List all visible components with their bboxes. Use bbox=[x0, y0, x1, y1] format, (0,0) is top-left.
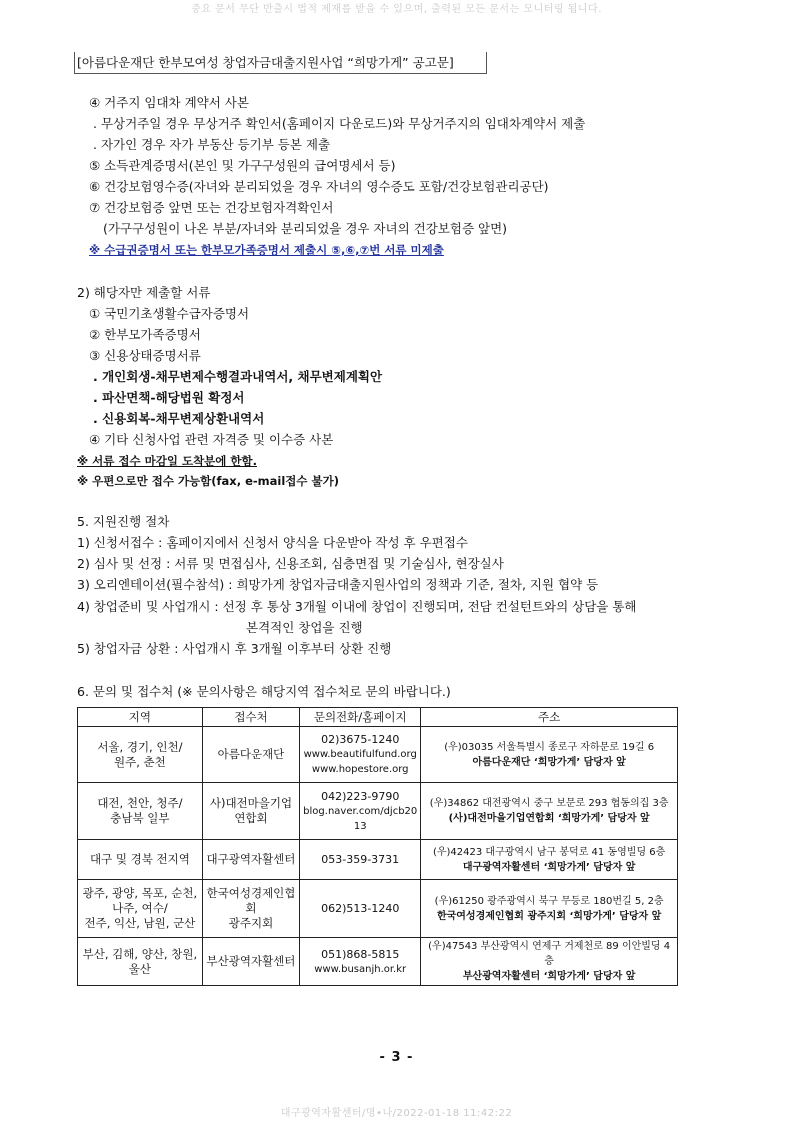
col-header-region: 지역 bbox=[78, 708, 203, 727]
process-title: 5. 지원진행 절차 bbox=[77, 514, 170, 529]
region-line: 광주, 광양, 목포, 순천, bbox=[82, 886, 198, 900]
region-line: 나주, 여수/ bbox=[112, 901, 168, 915]
process-step-4-cont: 본격적인 창업을 진행 bbox=[246, 620, 363, 635]
region-cell bbox=[78, 880, 203, 938]
deadline-note: ※ 서류 접수 마감일 도착분에 한함. bbox=[77, 454, 257, 468]
phone-cell bbox=[300, 938, 421, 986]
website-link[interactable]: www.beautifulfund.org bbox=[303, 749, 417, 760]
region-line: 대전, 천안, 청주/ bbox=[97, 796, 183, 810]
address-cell bbox=[421, 783, 678, 840]
address-line: (우)34862 대전광역시 중구 보문로 293 협동의집 3층 bbox=[429, 798, 669, 809]
phone-cell bbox=[300, 727, 421, 783]
website-link[interactable]: 13 bbox=[353, 820, 367, 832]
address-recipient: 아름다운재단 ‘희망가게’ 담당자 앞 bbox=[472, 756, 626, 768]
applicable-docs-title: 2) 해당자만 제출할 서류 bbox=[77, 285, 211, 300]
doc-item-7: ⑦ 건강보험증 앞면 또는 건강보험자격확인서 bbox=[89, 200, 334, 215]
doc-item-4-sub-1: . 무상거주일 경우 무상거주 확인서(홈페이지 다운로드)와 무상거주지의 임대차계약서 제출 bbox=[93, 116, 586, 131]
office-line: 아름다운재단 bbox=[217, 747, 285, 761]
region-line: 서울, 경기, 인천/ bbox=[97, 739, 183, 754]
watermark-top: 중요 문서 무단 반출시 법적 제재를 받을 수 있으며, 출력된 모든 문서는 모니터링 됩니다. bbox=[191, 4, 602, 15]
watermark-bottom: 대구광역자활센터/명•나/2022-01-18 11:42:22 bbox=[280, 1108, 513, 1119]
office-cell bbox=[202, 783, 299, 840]
applicable-doc-3-sub-3: . 신용회복-채무변제상환내역서 bbox=[93, 411, 265, 426]
region-cell bbox=[78, 727, 203, 783]
col-header-phone: 문의전화/홈페이지 bbox=[300, 708, 421, 727]
table-row bbox=[78, 880, 678, 938]
doc-item-7-sub: (가구구성원이 나온 부분/자녀와 분리되었을 경우 자녀의 건강보험증 앞면) bbox=[103, 221, 508, 236]
contact-table-header bbox=[78, 708, 678, 727]
address-line: (우)03035 서울특별시 종로구 자하문로 19길 6 bbox=[444, 741, 655, 753]
office-cell bbox=[202, 938, 299, 986]
region-line: 대구 및 경북 전지역 bbox=[89, 852, 190, 866]
process-step-4: 4) 창업준비 및 사업개시 : 선정 후 통상 3개월 이내에 창업이 진행되며, 전담 컨설턴트와의 상담을 통해 bbox=[77, 599, 637, 614]
phone-number: 042)223-9790 bbox=[321, 789, 400, 803]
phone-cell bbox=[300, 783, 421, 840]
office-line: 사)대전마을기업 bbox=[209, 796, 293, 810]
office-cell bbox=[202, 840, 299, 880]
contact-table bbox=[77, 707, 678, 986]
website-link[interactable]: www.busanjh.or.kr bbox=[314, 963, 407, 975]
address-cell bbox=[421, 840, 678, 880]
contact-title: 6. 문의 및 접수처 (※ 문의사항은 해당지역 접수처로 문의 바랍니다.) bbox=[77, 684, 451, 699]
address-cell bbox=[421, 938, 678, 986]
website-link[interactable]: blog.naver.com/djcb20 bbox=[303, 805, 418, 817]
office-line: 부산광역자활센터 bbox=[206, 954, 296, 968]
col-header-office: 접수처 bbox=[202, 708, 299, 727]
phone-number: 053-359-3731 bbox=[321, 853, 400, 866]
applicable-doc-3-sub-1: . 개인회생-채무변제수행결과내역서, 채무변제계획안 bbox=[93, 369, 383, 384]
phone-number: 062)513-1240 bbox=[321, 902, 400, 915]
table-row bbox=[78, 938, 678, 986]
applicable-doc-3: ③ 신용상태증명서류 bbox=[89, 348, 201, 363]
doc-item-4: ④ 거주지 임대차 계약서 사본 bbox=[89, 95, 249, 110]
process-step-1: 1) 신청서접수 : 홈페이지에서 신청서 양식을 다운받아 작성 후 우편접수 bbox=[77, 535, 468, 550]
applicable-doc-4: ④ 기타 신청사업 관련 자격증 및 이수증 사본 bbox=[89, 432, 334, 447]
applicable-doc-2: ② 한부모가족증명서 bbox=[89, 327, 201, 342]
page-number: - 3 - bbox=[379, 1050, 414, 1065]
doc-item-4-sub-2: . 자가인 경우 자가 부동산 등기부 등본 제출 bbox=[93, 137, 331, 152]
region-line: 울산 bbox=[128, 961, 151, 976]
office-line: 한국여성경제인협회 bbox=[206, 886, 296, 915]
address-cell bbox=[421, 880, 678, 938]
region-cell bbox=[78, 938, 203, 986]
office-cell bbox=[202, 880, 299, 938]
website-link[interactable]: www.hopestore.org bbox=[311, 764, 409, 775]
process-step-5: 5) 창업자금 상환 : 사업개시 후 3개월 이후부터 상환 진행 bbox=[77, 641, 392, 656]
office-line: 광주지회 bbox=[228, 916, 274, 930]
table-row bbox=[78, 727, 678, 783]
region-cell bbox=[78, 840, 203, 880]
applicable-doc-1: ① 국민기초생활수급자증명서 bbox=[89, 306, 250, 321]
address-line: (우)61250 광주광역시 북구 무등로 180번길 5, 2층 bbox=[434, 895, 664, 907]
address-recipient: (사)대전마을기업연합회 ‘희망가게’ 담당자 앞 bbox=[448, 813, 650, 824]
address-line: (우)47543 부산광역시 연제구 거제천로 89 이안빌딩 4층 bbox=[428, 941, 671, 967]
doc-item-6: ⑥ 건강보험영수증(자녀와 분리되었을 경우 자녀의 영수증도 포함/건강보험관리공단) bbox=[89, 179, 549, 194]
region-line: 부산, 김해, 양산, 창원, bbox=[82, 946, 198, 961]
region-cell bbox=[78, 783, 203, 840]
table-row bbox=[78, 783, 678, 840]
region-line: 충남북 일부 bbox=[110, 811, 170, 825]
doc-exemption-note: ※ 수급권증명서 또는 한부모가족증명서 제출시 ⑤,⑥,⑦번 서류 미제출 bbox=[89, 243, 444, 257]
process-step-2: 2) 심사 및 선정 : 서류 및 면접심사, 신용조회, 심층면접 및 기술심사, 현장실사 bbox=[77, 556, 504, 571]
office-cell bbox=[202, 727, 299, 783]
address-cell bbox=[421, 727, 678, 783]
col-header-address: 주소 bbox=[421, 708, 678, 727]
process-step-3: 3) 오리엔테이션(필수참석) : 희망가게 창업자금대출지원사업의 정책과 기준, 절차, 지원 협약 등 bbox=[77, 577, 599, 592]
address-recipient: 대구광역자활센터 ‘희망가게’ 담당자 앞 bbox=[462, 861, 636, 873]
phone-cell bbox=[300, 880, 421, 938]
doc-item-5: ⑤ 소득관계증명서(본인 및 가구구성원의 급여명세서 등) bbox=[89, 158, 396, 173]
office-line: 연합회 bbox=[234, 811, 268, 825]
office-line: 대구광역자활센터 bbox=[206, 852, 296, 866]
phone-number: 051)868-5815 bbox=[321, 947, 400, 961]
page-header-title: [아름다운재단 한부모여성 창업자금대출지원사업 “희망가게” 공고문] bbox=[74, 52, 487, 74]
address-recipient: 한국여성경제인협회 광주지회 ‘희망가게’ 담당자 앞 bbox=[436, 910, 662, 922]
table-row bbox=[78, 840, 678, 880]
region-line: 전주, 익산, 남원, 군산 bbox=[84, 916, 196, 930]
address-line: (우)42423 대구광역시 남구 봉덕로 41 동영빌딩 6층 bbox=[432, 846, 666, 858]
mail-only-note: ※ 우편으로만 접수 가능함(fax, e-mail접수 불가) bbox=[77, 474, 339, 488]
address-recipient: 부산광역자활센터 ‘희망가게’ 담당자 앞 bbox=[462, 971, 636, 982]
phone-cell bbox=[300, 840, 421, 880]
region-line: 원주, 춘천 bbox=[114, 754, 166, 769]
applicable-doc-3-sub-2: . 파산면책-해당법원 확정서 bbox=[93, 390, 245, 405]
phone-number: 02)3675-1240 bbox=[321, 733, 400, 746]
